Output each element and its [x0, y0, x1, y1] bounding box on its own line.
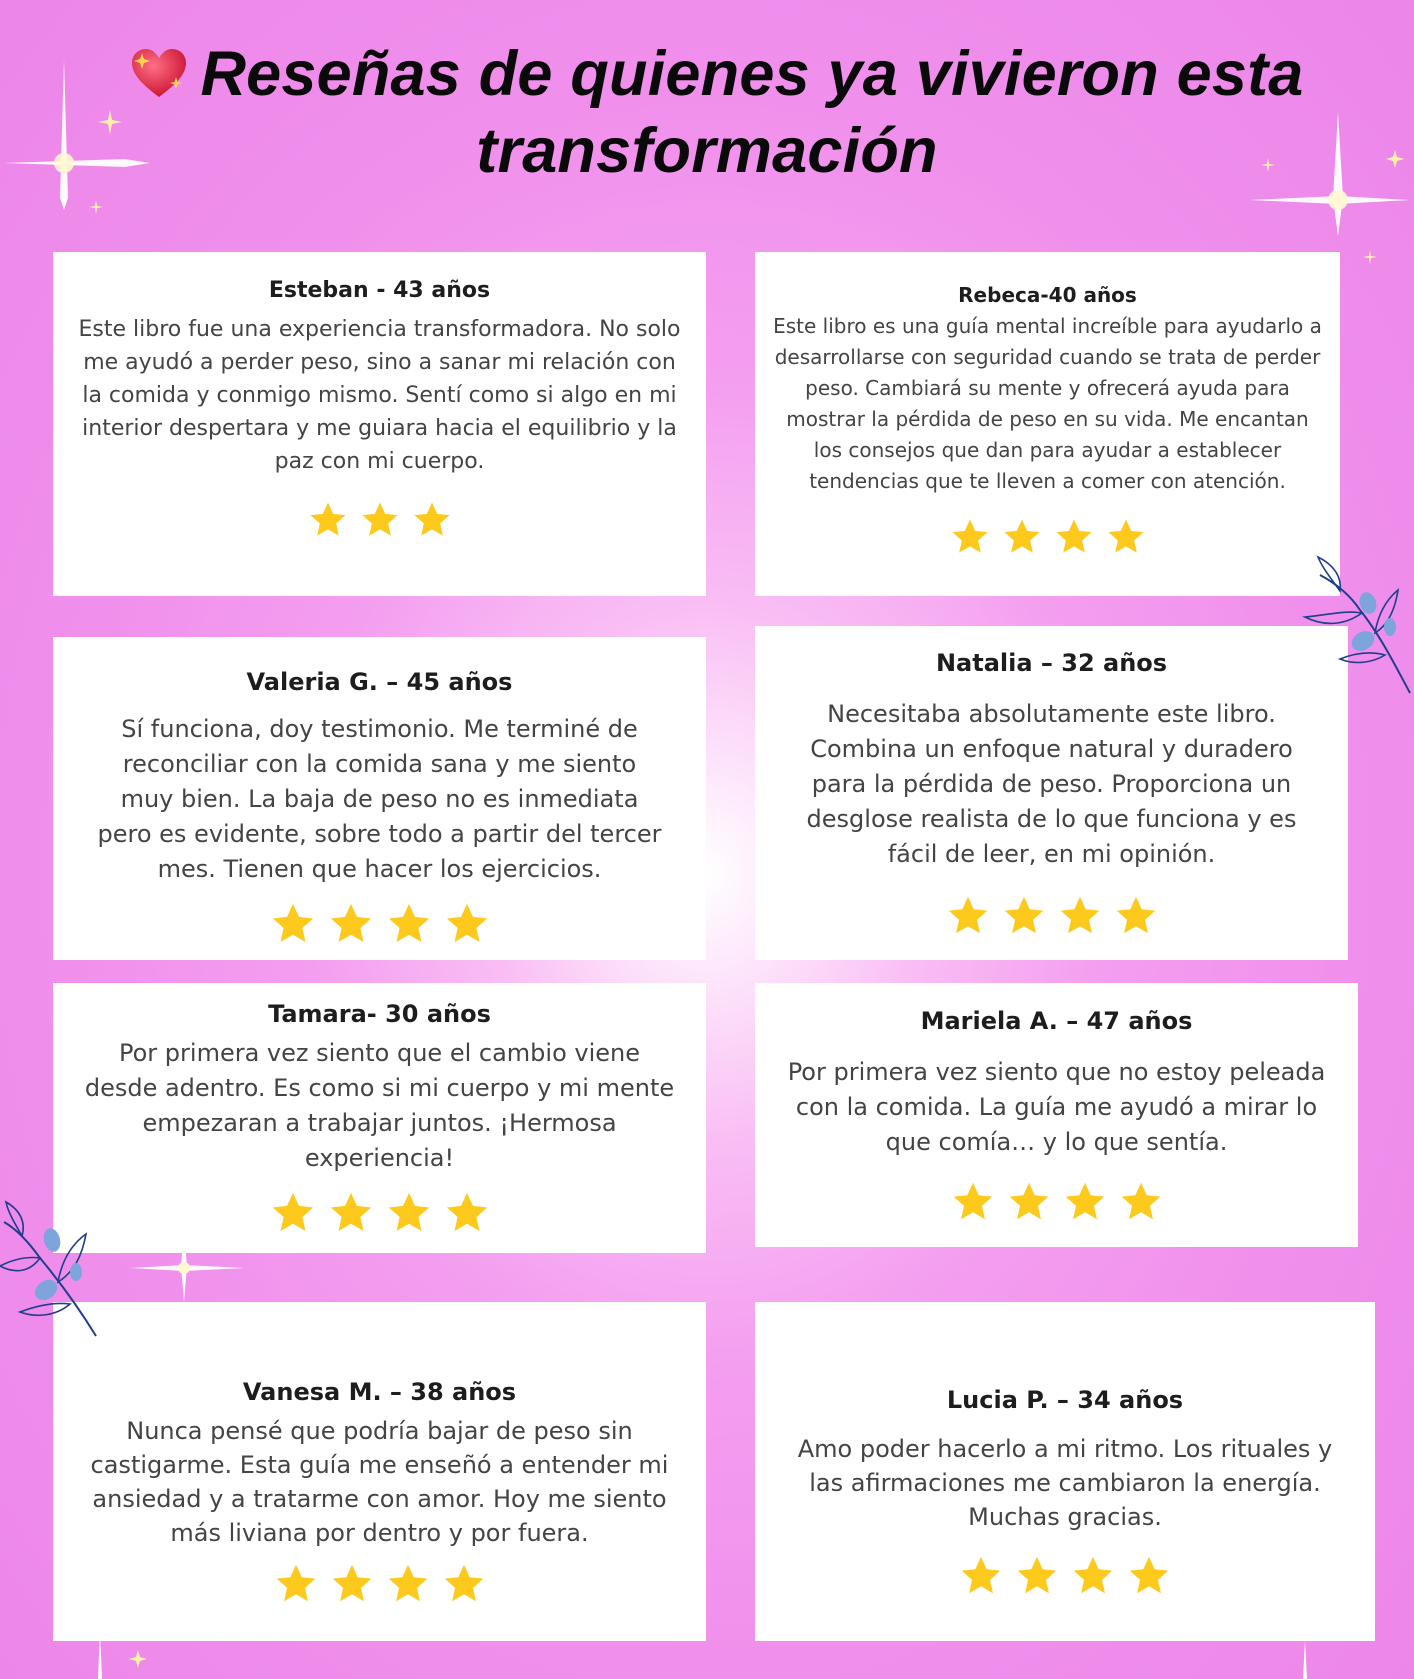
review-card [755, 1302, 1375, 1641]
star-icon [1002, 517, 1042, 557]
star-icon [444, 1190, 490, 1236]
review-card [755, 626, 1348, 960]
star-rating [308, 500, 452, 540]
star-icon [328, 1190, 374, 1236]
leaf-branch-icon [1300, 555, 1414, 695]
title-line-1 [0, 36, 1414, 113]
star-icon [444, 901, 490, 947]
review-text: Por primera vez siento que no estoy peleada con la comida. La guía me ayudó a mirar lo que comía… y lo que sentía. [787, 1057, 1326, 1156]
star-icon [1106, 517, 1146, 557]
star-icon [1058, 894, 1102, 938]
page-title [0, 36, 1414, 190]
review-card [53, 637, 706, 960]
review-text: Por primera vez siento que el cambio viene desde adentro. Es como si mi cuerpo y mi mente empezaran a trabajar juntos. ¡Hermosa experiencia! [84, 1039, 675, 1172]
reviewer-name: Tamara- 30 años [268, 1000, 491, 1028]
star-icon [950, 517, 990, 557]
leaf-branch-icon [0, 1200, 110, 1340]
star-icon [308, 500, 348, 540]
star-rating [270, 1190, 490, 1236]
star-icon [330, 1562, 374, 1606]
title-line-2: transformación [476, 116, 938, 186]
star-icon [442, 1562, 486, 1606]
reviewer-name: Valeria G. – 45 años [246, 668, 513, 696]
sparkle-icon [1285, 1640, 1325, 1679]
star-icon [1119, 1180, 1163, 1224]
star-icon [270, 1190, 316, 1236]
review-text: Sí funciona, doy testimonio. Me terminé de reconciliar con la comida sana y me siento muy bien. La baja de peso no es inmediata pero es evidente, sobre todo a partir del tercer mes. Tienen que hacer los ejercicios. [97, 715, 662, 883]
star-icon [386, 901, 432, 947]
star-rating [951, 1180, 1163, 1224]
star-icon [1071, 1554, 1115, 1598]
review-text: Necesitaba absolutamente este libro. Combina un enfoque natural y duradero para la pérdida de peso. Proporciona un desglose realista de lo que funciona y es fácil de leer, en mi opinión. [806, 699, 1297, 868]
reviewer-name: Mariela A. – 47 años [920, 1006, 1193, 1035]
review-text: Este libro es una guía mental increíble para ayudarlo a desarrollarse con seguridad cuando se trata de perder peso. Cambiará su mente y ofrecerá ayuda para mostrar la pérdida de peso en su vida. Me encantan los consejos que dan para ayudar a establecer tendencias que te lleven a comer con atención. [773, 314, 1322, 493]
star-rating [946, 894, 1158, 938]
sparkle-icon [0, 50, 160, 230]
reviewer-name: Lucia P. – 34 años [946, 1385, 1184, 1414]
star-icon [1054, 517, 1094, 557]
review-card [53, 252, 706, 596]
star-icon [328, 901, 374, 947]
star-icon [1114, 894, 1158, 938]
star-icon [386, 1190, 432, 1236]
review-card [755, 983, 1358, 1247]
star-icon [946, 894, 990, 938]
star-icon [951, 1180, 995, 1224]
star-rating [950, 517, 1146, 557]
reviewer-name: Esteban - 43 años [268, 278, 491, 303]
review-text: Este libro fue una experiencia transformadora. No solo me ayudó a perder peso, sino a sanar mi relación con la comida y conmigo mismo. Sentí como si algo en mi interior despertara y me guiara hacia el equilibrio y la paz con mi cuerpo. [78, 317, 681, 474]
review-card [755, 252, 1340, 596]
star-icon [386, 1562, 430, 1606]
star-icon [360, 500, 400, 540]
star-icon [1007, 1180, 1051, 1224]
review-card [53, 1302, 706, 1641]
star-icon [959, 1554, 1003, 1598]
review-text: Nunca pensé que podría bajar de peso sin castigarme. Esta guía me enseñó a entender mi ansiedad y a tratarme con amor. Hoy me siento más liviana por dentro y por fuera. [90, 1416, 669, 1547]
star-rating [959, 1554, 1171, 1598]
review-text: Amo poder hacerlo a mi ritmo. Los rituales y las afirmaciones me cambiaron la energía. Muchas gracias. [797, 1434, 1333, 1531]
star-icon [270, 901, 316, 947]
star-icon [1002, 894, 1046, 938]
review-card [53, 983, 706, 1253]
star-icon [1063, 1180, 1107, 1224]
star-rating [270, 901, 490, 947]
star-icon [412, 500, 452, 540]
title-text-1: Reseñas de quienes ya vivieron esta [200, 39, 1304, 109]
star-icon [1127, 1554, 1171, 1598]
star-icon [274, 1562, 318, 1606]
star-icon [1015, 1554, 1059, 1598]
star-rating [274, 1562, 486, 1606]
reviewer-name: Rebeca-40 años [958, 283, 1137, 307]
reviewer-name: Natalia – 32 años [935, 648, 1168, 677]
reviewer-name: Vanesa M. – 38 años [242, 1377, 517, 1406]
